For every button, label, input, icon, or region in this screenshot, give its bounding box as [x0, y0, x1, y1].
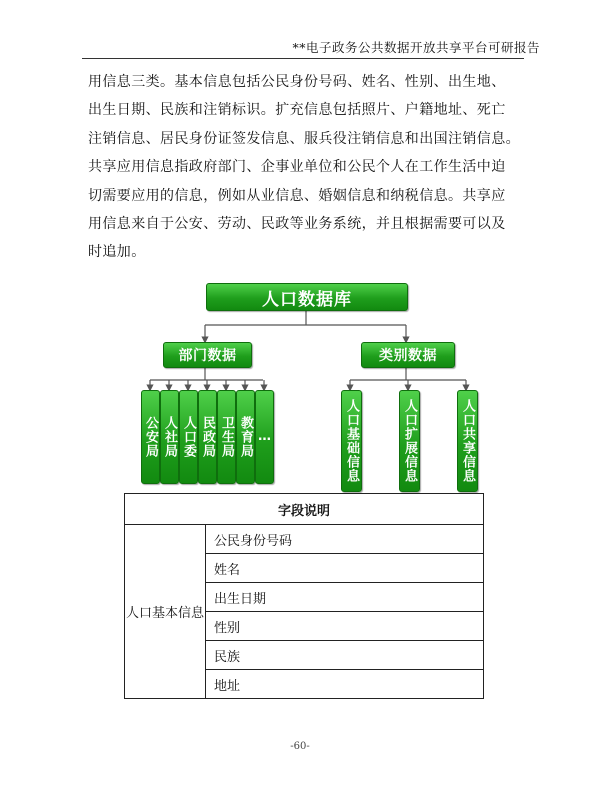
node-dept-hr-social: 人社局 [160, 390, 179, 484]
node-dept-public-security: 公安局 [141, 390, 160, 484]
node-category-data: 类别数据 [361, 342, 455, 368]
body-paragraph [88, 68, 522, 267]
paragraph-line: 切需要应用的信息，例如从业信息、婚姻信息和纳税信息。共享应 [88, 187, 506, 204]
node-dept-population: 人口委 [179, 390, 198, 484]
paragraph-line: 时追加。 [88, 244, 146, 261]
report-header: **电子政务公共数据开放共享平台可研报告 [292, 40, 540, 55]
table-row-label: 人口基本信息 [125, 525, 206, 699]
table-cell: 公民身份号码 [206, 525, 484, 554]
node-population-database: 人口数据库 [206, 283, 408, 311]
node-dept-health: 卫生局 [217, 390, 236, 484]
node-shared-info: 人口共享信息 [457, 390, 478, 492]
paragraph-line: 用信息三类。基本信息包括公民身份号码、姓名、性别、出生地、 [88, 74, 506, 90]
page-number: -60- [290, 741, 310, 752]
node-dept-education: 教育局 [236, 390, 255, 484]
table-cell: 民族 [206, 641, 484, 670]
node-department-data: 部门数据 [163, 342, 252, 368]
field-description-table [124, 493, 484, 699]
node-dept-more: … [255, 390, 274, 484]
table-cell: 性别 [206, 612, 484, 641]
table-header-row [125, 494, 484, 525]
node-extended-info: 人口扩展信息 [399, 390, 420, 492]
table-row [125, 525, 484, 554]
node-dept-civil-affairs: 民政局 [198, 390, 217, 484]
table-cell: 姓名 [206, 554, 484, 583]
table-cell: 出生日期 [206, 583, 484, 612]
node-basic-info: 人口基础信息 [341, 390, 362, 492]
paragraph-line: 注销信息、居民身份证签发信息、服兵役注销信息和出国注销信息。 [88, 130, 520, 147]
header-divider [82, 58, 524, 59]
table-cell: 地址 [206, 670, 484, 699]
table-header: 字段说明 [125, 494, 484, 525]
paragraph-line: 用信息来自于公安、劳动、民政等业务系统，并且根据需要可以及 [88, 216, 506, 233]
paragraph-line: 出生日期、民族和注销标识。扩充信息包括照片、户籍地址、死亡 [88, 102, 506, 119]
paragraph-line: 共享应用信息指政府部门、企事业单位和公民个人在工作生活中迫 [88, 159, 506, 176]
